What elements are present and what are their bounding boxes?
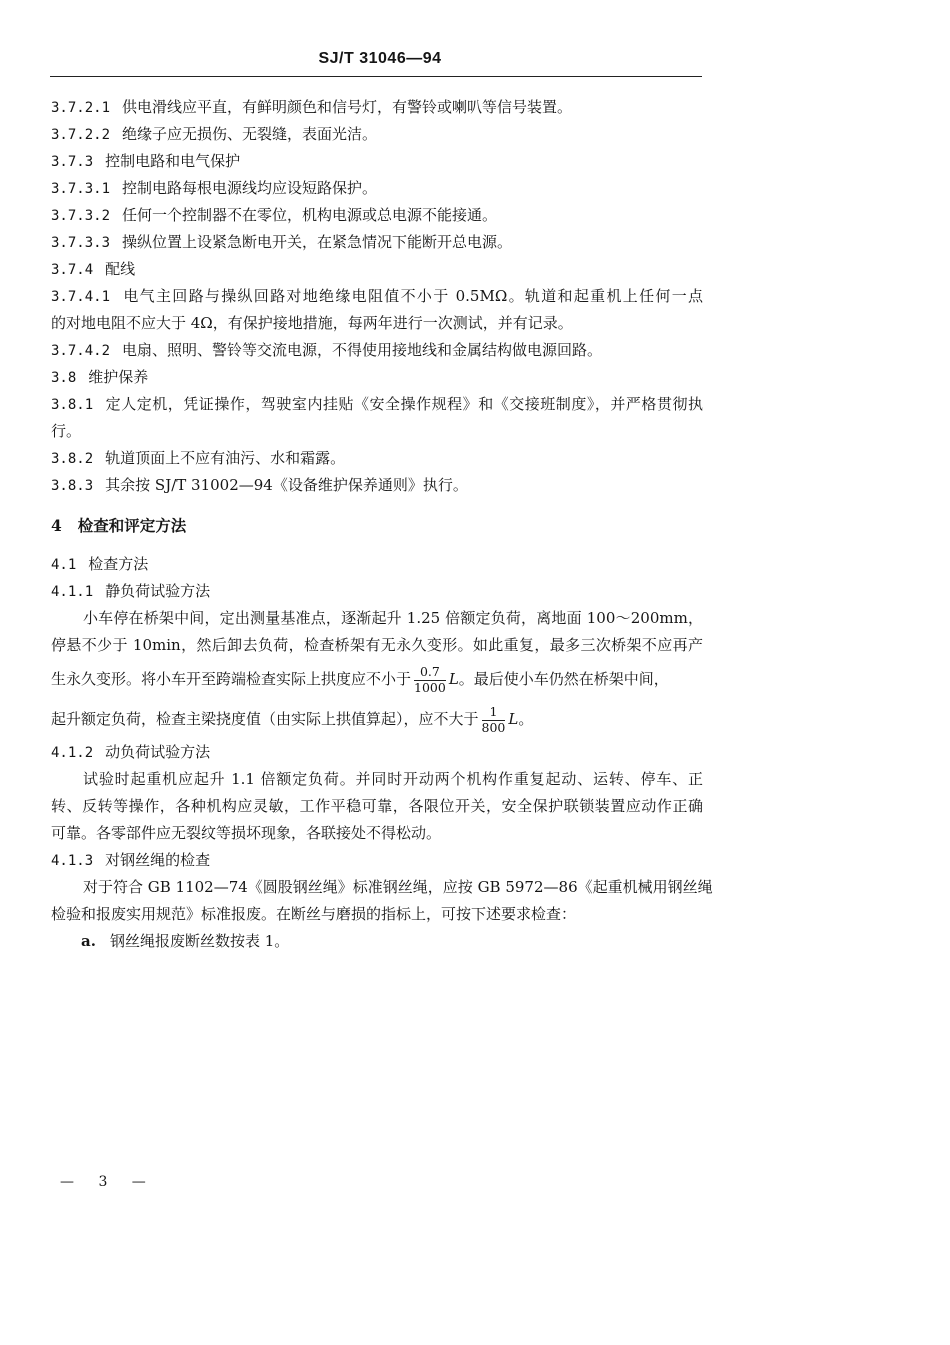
clause-3-7-2-1: [51, 94, 703, 121]
static-load-para-line-4: [51, 699, 703, 739]
clause-text: 供电滑线应平直，有鲜明颜色和信号灯，有警铃或喇叭等信号装置。: [122, 98, 573, 116]
section-title: 检查和评定方法: [77, 516, 187, 535]
paragraph-text: 起升额定负荷，检查主梁挠度值（由实际上拱值算起），应不大于: [51, 710, 479, 728]
span-length-variable: L: [508, 710, 519, 728]
clause-text: 控制电路每根电源线均应设短路保护。: [122, 179, 378, 197]
clause-3-8-1: [51, 391, 703, 418]
wire-rope-para-line-1: [51, 874, 713, 901]
clause-text: 轨道顶面上不应有油污、水和霜露。: [105, 449, 346, 467]
camber-fraction: [414, 666, 446, 694]
clause-text: 配线: [105, 260, 136, 278]
clause-text: 控制电路和电气保护: [105, 152, 241, 170]
clause-4-1-2: [51, 739, 703, 766]
clause-number: 3.8.2: [51, 451, 94, 467]
static-load-para-line-1: [51, 605, 703, 632]
clause-3-7-3: [51, 148, 703, 175]
clause-number: 3.7.3.2: [51, 208, 111, 224]
clause-title: 静负荷试验方法: [105, 582, 211, 600]
header-standard-number: SJ/T 31046—94: [318, 50, 442, 67]
clause-text: 维护保养: [88, 368, 149, 386]
paragraph-text: 可靠。各零部件应无裂纹等损坏现象，各联接处不得松动。: [51, 824, 442, 842]
static-load-para-line-2: [51, 632, 703, 659]
clause-number: 4.1.1: [51, 584, 94, 600]
clause-number: 3.7.3: [51, 154, 94, 170]
list-item-text: 钢丝绳报废断丝数按表 1。: [109, 932, 290, 950]
clause-text: 的对地电阻不应大于 4Ω，有保护接地措施，每两年进行一次测试，并有记录。: [51, 314, 573, 332]
clause-number: 3.8.1: [51, 397, 94, 413]
clause-3-8-3: [51, 472, 703, 499]
clause-4-1-1: [51, 578, 703, 605]
fraction-numerator: 1: [482, 706, 506, 721]
dynamic-load-para-line-2: [51, 793, 703, 820]
clause-3-7-3-1: [51, 175, 703, 202]
clause-number: 4.1.2: [51, 745, 94, 761]
section-number: 4: [51, 516, 62, 535]
list-item-letter: a.: [81, 932, 96, 950]
clause-text: 绝缘子应无损伤、无裂缝，表面光洁。: [122, 125, 378, 143]
clause-number: 4.1: [51, 557, 77, 573]
clause-4-1: [51, 551, 703, 578]
clause-text: 电气主回路与操纵回路对地绝缘电阻值不小于 0.5MΩ。轨道和起重机上任何一点: [122, 287, 703, 305]
clause-number: 3.7.4.1: [51, 289, 111, 305]
clause-text: 其余按 SJ/T 31002—94《设备维护保养通则》执行。: [105, 476, 468, 494]
deflection-fraction: [482, 706, 506, 734]
clause-3-7-4-2: [51, 337, 703, 364]
clause-text: 任何一个控制器不在零位，机构电源或总电源不能接通。: [122, 206, 498, 224]
clause-title: 对钢丝绳的检查: [105, 851, 211, 869]
clause-number: 3.7.4: [51, 262, 94, 278]
document-body: [51, 94, 713, 955]
clause-number: 4.1.3: [51, 853, 94, 869]
paragraph-text: 停悬不少于 10min，然后卸去负荷，检查桥架有无永久变形。如此重复，最多三次桥架不应再产: [51, 636, 703, 654]
clause-3-8: [51, 364, 703, 391]
clause-3-7-4-1: [51, 283, 703, 310]
clause-4-1-3: [51, 847, 703, 874]
clause-number: 3.7.4.2: [51, 343, 111, 359]
dynamic-load-para-line-3: [51, 820, 703, 847]
header-divider: [50, 76, 702, 77]
list-item-a: [51, 928, 703, 955]
dynamic-load-para-line-1: [51, 766, 703, 793]
section-4-heading: [51, 512, 703, 539]
paragraph-text: 转、反转等操作，各种机构应灵敏，工作平稳可靠，各限位开关，安全保护联锁装置应动作正确: [51, 797, 703, 815]
paragraph-text: 试验时起重机应起升 1.1 倍额定负荷。并同时开动两个机构作重复起动、运转、停车、正: [83, 770, 703, 788]
clause-number: 3.8.3: [51, 478, 94, 494]
static-load-para-line-3: [51, 659, 703, 699]
clause-number: 3.7.2.2: [51, 127, 111, 143]
clause-title: 动负荷试验方法: [105, 743, 211, 761]
clause-number: 3.7.3.3: [51, 235, 111, 251]
clause-number: 3.8: [51, 370, 77, 386]
page-number: — 3 —: [60, 1174, 156, 1190]
clause-3-7-4-1-cont: [51, 310, 703, 337]
clause-3-7-2-2: [51, 121, 703, 148]
paragraph-text: 。最后使小车仍然在桥架中间，: [458, 670, 669, 688]
fraction-denominator: 800: [481, 719, 506, 735]
paragraph-text: 检验和报废实用规范》标准报废。在断丝与磨损的指标上，可按下述要求检查：: [51, 905, 577, 923]
paragraph-text: 生永久变形。将小车开至跨端检查实际上拱度应不小于: [51, 670, 412, 688]
clause-text: 电扇、照明、警铃等交流电源，不得使用接地线和金属结构做电源回路。: [122, 341, 603, 359]
clause-text: 行。: [51, 422, 82, 440]
paragraph-text: 对于符合 GB 1102—74《圆股钢丝绳》标准钢丝绳，应按 GB 5972—86《起重机械用钢丝绳: [83, 878, 713, 896]
wire-rope-para-line-2: [51, 901, 703, 928]
clause-3-7-3-2: [51, 202, 703, 229]
clause-text: 操纵位置上设紧急断电开关，在紧急情况下能断开总电源。: [122, 233, 513, 251]
clause-number: 3.7.3.1: [51, 181, 111, 197]
fraction-numerator: 0.7: [414, 666, 446, 681]
clause-text: 检查方法: [88, 555, 149, 573]
paragraph-text: 小车停在桥架中间，定出测量基准点，逐渐起升 1.25 倍额定负荷，离地面 100～200mm，: [83, 609, 703, 627]
span-length-variable: L: [448, 670, 459, 688]
clause-text: 定人定机，凭证操作，驾驶室内挂贴《安全操作规程》和《交接班制度》，并严格贯彻执: [105, 395, 703, 413]
fraction-denominator: 1000: [414, 679, 446, 695]
clause-3-8-1-cont: [51, 418, 703, 445]
clause-3-8-2: [51, 445, 703, 472]
clause-3-7-4: [51, 256, 703, 283]
paragraph-text: 。: [518, 710, 534, 728]
clause-3-7-3-3: [51, 229, 703, 256]
clause-number: 3.7.2.1: [51, 100, 111, 116]
